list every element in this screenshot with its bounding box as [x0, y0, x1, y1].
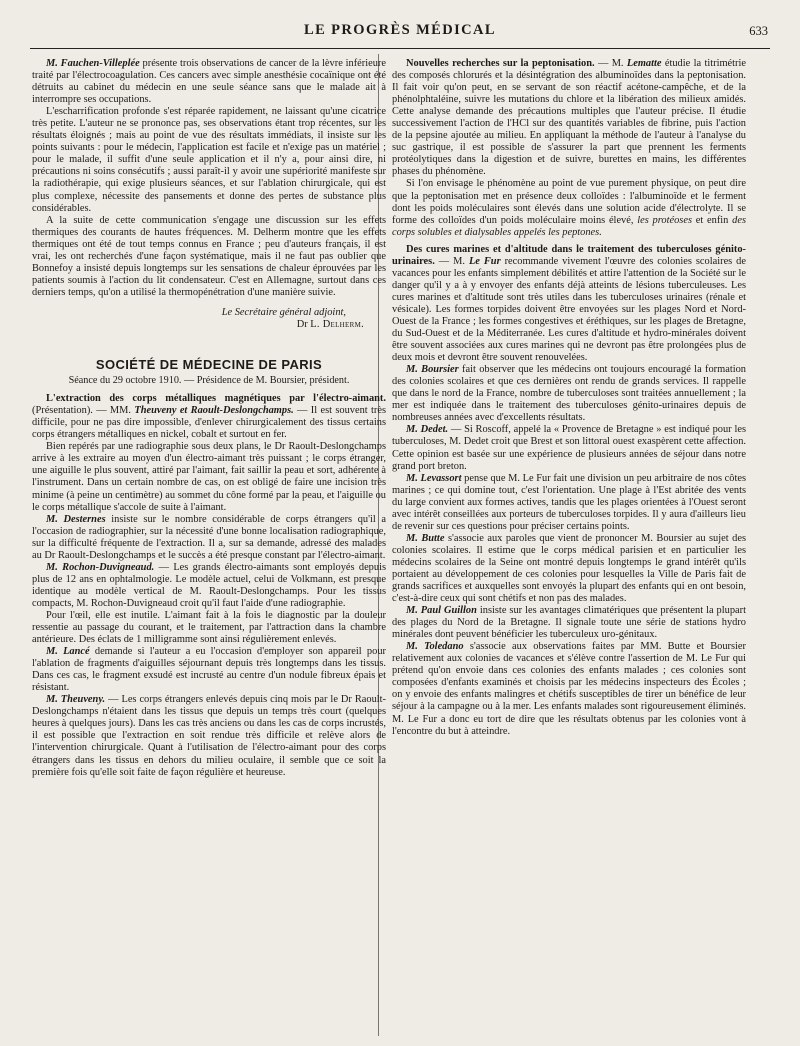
paragraph-text: insiste sur le nombre considérable de corps étrangers qu'il a l'occasion de radiographier, sur la nécessité d'une bonne localisation radiographique, sur la difficulté fréquente de l'extraction. Il a, sur sa demande, adressé des malades au Dr Raoult-Deslongchamps et le succès a été presque constant par l'électro-aimant.	[32, 513, 386, 561]
speaker-name: M. Dedet.	[406, 424, 449, 436]
signature-surname: L. Delherm.	[310, 318, 364, 330]
paragraph-text: Si l'on envisage le phénomène au point de vue purement physique, on peut dire que la peptonisation met en présence deux colloïdes : l'albuminoïde et le ferment dont les poids moléculaires sont élevés dans une solution acide d'électrolyte. Il se forme des colloïdes d'un poids moléculaire moins élevé,	[392, 178, 746, 226]
signature-name	[32, 319, 386, 331]
running-header	[30, 22, 770, 44]
paragraph	[32, 646, 386, 694]
paragraph	[392, 641, 746, 737]
speaker-name: M. Levassort	[406, 472, 462, 484]
paragraph-text: — M.	[594, 58, 627, 69]
speaker-name: M. Fauchen-Villeplée	[46, 58, 140, 69]
paragraph	[392, 533, 746, 605]
paragraph-text: demande si l'auteur a eu l'occasion d'employer son appareil pour l'ablation de fragments d'aiguilles séjournant depuis très longtemps dans les tissus. Dans ces cas, le fragment exsudé est incrusté au centre d'un nodule fibreux épais et résistant.	[32, 646, 386, 694]
speaker-name: Le Fur	[468, 255, 501, 267]
paragraph-text: insiste sur les avantages climatériques que présentent la plupart des plages du Nord de la Bretagne. Il signale toute une série de stations hydro minérales dont peuvent bénéficier les tuberculeux uro-génitaux.	[392, 605, 746, 641]
speaker-name: M. Boursier	[406, 364, 459, 376]
speaker-name: Theuveny et Raoult-Deslongchamps.	[134, 405, 294, 417]
paragraph	[392, 364, 746, 424]
paragraph-text: — Il est souvent très difficile, pour ne pas dire impossible, d'enlever chirurgicalement des tissus certains corps étrangers métalliques en nickel, cobalt et surtout en fer.	[32, 405, 386, 441]
paragraph-text: (Présentation). — MM.	[32, 405, 135, 417]
section-title: SOCIÉTÉ DE MÉDECINE DE PARIS	[95, 357, 323, 373]
paragraph: L'escharrification profonde s'est réparée rapidement, ne laissant qu'une cicatrice très petite. L'auteur ne se prononce pas, ses observations étant trop récentes, sur les résultats éloignés ; mais au point de vue des résultats immédiats, il insiste sur les points suivants : pour le médecin, l'application est facile et n'exige pas un matériel ; pour le malade, il suffit d'une seule application et il n'y a, pour ainsi dire, ni précautions ni soins consécutifs ; aussi paraît-il y avoir une supériorité manifeste sur la radiothérapie, qui exige plusieurs séances, et sur l'ablation chirurgicale, qui est plus complexe, nécessite des pansements et donne des pertes de substance plus considérables.	[32, 106, 386, 214]
paragraph: Pour l'œil, elle est inutile. L'aimant fait à la fois le diagnostic par la douleur ressentie au passage du courant, et le traitement, par l'attraction dans la chambre antérieure. Des éclats de 1 milligramme sont ainsi régulièrement enlevés.	[32, 609, 386, 646]
paragraph-text: et enfin	[691, 214, 733, 226]
page-number: 633	[749, 24, 768, 38]
left-column	[32, 58, 386, 779]
paragraph-text: s'associe aux observations faites par MM. Butte et Boursier relativement aux colonies de vacances et s'élève contre l'assertion de M. Le Fur qui prétend qu'on envoie dans ces colonies des enfants malades ; ces colonies sont composées d'enfants examinés et choisis par les médecins inspecteurs des Écoles ; on y envoie des enfants malingres et chétifs susceptibles de tirer un bénéfice de leur séjour à la campagne ou à la mer. Les enfants malades sont rigoureusement éliminés. M. Le Fur a donc eu tort de dire que les résultats obtenus par les colonies vont à l'encontre du but à atteindre.	[392, 641, 747, 737]
topic-heading: L'extraction des corps métalliques magnétiques par l'électro-aimant.	[46, 393, 386, 405]
paragraph-text: présente trois observations de cancer de la lèvre inférieure traité par l'électrocoagulation. Ces cancers avec simple anesthésie cocaïnique ont été détruits au cabinet du médecin en une seule séance sans que le malade ait à interrompre ses occupations.	[32, 58, 386, 106]
paragraph	[392, 473, 746, 533]
topic-heading: Des cures marines et d'altitude dans le traitement des tuberculoses génito-urinaires.	[392, 243, 746, 267]
journal-title: LE PROGRÈS MÉDICAL	[304, 22, 496, 38]
speaker-name: M. Toledano	[406, 641, 464, 653]
paragraph-text: recommande vivement l'œuvre des colonies scolaires de vacances pour les enfants simplement débilités et attire l'attention de la Société sur le danger qu'il y a à y envoyer des enfants déjà atteints de lésions tuberculeuses. Les cures marines et d'altitude sont très utiles dans les tuberculoses urinaires (rénale et vésicale). Les formes torpides doivent être envoyées sur les plages Nord et Nord-Ouest de la France ; les formes congestives et éréthiques, sur les plages de Bretagne, du Sud-Ouest et de la Méditerranée. Les cures d'altitude et hydro-minérales doivent être souvent associées aux cures marines qui ne devront pas être prolongées plus de deux mois et devront être souvent renouvelées.	[392, 255, 746, 364]
paragraph	[32, 694, 386, 778]
speaker-name: M. Butte	[406, 532, 445, 544]
paragraph-text: — Les corps étrangers enlevés depuis cinq mois par le Dr Raoult-Deslongchamps n'étaient dans les tissus que depuis un temps très court (quelques heures à quelques jours). Dans les cas très anciens ou dans les cas de corps incrustés, il est possible que l'extraction en soit rendue très difficile et relève alors de l'intervention chirurgicale. Quant à l'utilisation de l'électro-aimant pour des corps étrangers dans les tissus en dehors du milieu oculaire, il semble que ce soit la première fois qu'elle soit faite de façon régulière et heureuse.	[32, 694, 386, 778]
topic-heading: Nouvelles recherches sur la peptonisation.	[406, 58, 595, 69]
paragraph	[32, 393, 386, 441]
speaker-name: M. Desternes	[46, 513, 106, 525]
paragraph-text: s'associe aux paroles que vient de prononcer M. Boursier au sujet des colonies scolaires. Il estime que le corps médical parisien et en particulier les médecins scolaires de la Seine ont montré depuis longtemps le grand intérêt qu'ils portaient au développement de ces colonies pour lesquelles la Ville de Paris fait de grands sacrifices et auxquelles sont envoyés la plupart des enfants qui en ont besoin, c'est-à-dire ceux qui sont chétifs et non pas des malades.	[392, 532, 746, 605]
right-column	[392, 58, 746, 738]
paragraph-text: — Si Roscoff, appelé la « Provence de Bretagne » est indiqué pour les tuberculoses, M. Dedet croit que Brest et son littoral ouest exaspèrent cette affection. Cette opinion est basée sur une expérience de plusieurs années de séjour dans notre grand port breton.	[392, 424, 746, 472]
signature-role: Le Secrétaire général adjoint,	[221, 306, 346, 318]
paragraph	[32, 514, 386, 562]
paragraph	[392, 58, 746, 178]
speaker-name: M. Lancé	[46, 646, 90, 658]
paragraph: Bien repérés par une radiographie sous deux plans, le Dr Raoult-Deslongchamps arrive à les extraire au moyen d'un électro-aimant très puissant ; le corps étranger, une aiguille le plus souvent, attiré par l'aimant, fait saillir la peau et sort, adhérente à l'instrument. Dans un certain nombre de cas, on est obligé de faire une incision très minime (à peine un centimètre) au sommet du cône formé par la peau, et l'aiguille ou le corps métallique s'accole de suite à l'aimant.	[32, 441, 386, 513]
speaker-name: M. Paul Guillon	[406, 605, 477, 617]
paragraph	[392, 424, 746, 472]
paragraph	[392, 244, 746, 364]
paragraph-text: — Les grands électro-aimants sont employés depuis plus de 12 ans en ophtalmologie. Le modèle actuel, celui de Volkmann, est presque identique au modèle vertical de M. Raoult-Deslongchamps. Pour les tissus compacts, M. Rochon-Duvigneaud croit qu'il faut l'aide d'une radiographie.	[32, 561, 386, 609]
paragraph	[32, 58, 386, 106]
header-rule	[30, 48, 770, 49]
italic-term: les protéoses	[637, 214, 692, 226]
paragraph-text: fait observer que les médecins ont toujours encouragé la formation des colonies scolaires et que ces dernières ont rendu de grands services. Il rappelle que dans le nord de la France, nombre de tuberculoses sont traitées annuellement ; la mer est indiquée dans le traitement des tuberculoses génito-urinaires depuis de nombreuses années avec d'excellents résultats.	[392, 364, 746, 424]
signature-prefix: Dr	[296, 318, 311, 330]
speaker-name: M. Theuveny.	[46, 694, 106, 706]
paragraph-text: étudie la titrimétrie des composés chlorurés et la désintégration des albuminoïdes dans la peptonisation. Il fait voir qu'on peut, en se servant de son réactif acétone-campêche, et de la phénolphtaléine, suivre les mutations du chlore et la libération des milieux amidés. Cette analyse demande des précautions multiples que l'auteur précise. Il étudie successivement l'action de l'HCl sur des quantités variables de fibrine, puis l'action de la pepsine ajoutée au milieu. En appliquant la méthode de l'auteur à l'analyse du suc gastrique, il est possible de s'assurer la part que prennent les ferments protéolytiques dans la digestion et de suivre, burettes en mains, les différentes phases du phénomène.	[392, 58, 746, 178]
paragraph	[392, 605, 746, 641]
paragraph	[392, 178, 746, 238]
speaker-name: Lematte	[626, 58, 662, 69]
paragraph-text: — M.	[434, 255, 469, 267]
session-line: Séance du 29 octobre 1910. — Présidence de M. Boursier, président.	[68, 375, 350, 387]
italic-term: des corps solubles et dialysables appelés les peptones.	[392, 214, 746, 238]
paragraph	[32, 562, 386, 610]
paragraph: A la suite de cette communication s'engage une discussion sur les effets thermiques des courants de hautes fréquences. M. Delherm montre que les effets thermiques ont été de tout temps connus en France ; peu d'auteurs français, il est vrai, les ont recherchés d'une façon systématique, mais il ne faut pas oublier que Bonnefoy a insisté depuis longtemps sur les sensations de chaleur éprouvées par les patients soumis à l'action du lit condensateur. C'est en Allemagne, surtout dans ces derniers temps, qu'on a utilisé la thermopénétration d'une manière suivie.	[32, 214, 386, 298]
paragraph-text: pense que M. Le Fur fait une division un peu arbitraire de nos côtes marines ; ce qui domine tout, c'est l'orientation. Une plage à l'Est abritée des vents du large convient aux formes actives, tandis que les plages orientées à l'Ouest seront avec intérêt conseillées aux porteurs de tuberculoses torpides. Il y aura d'ailleurs lieu de revenir sur ces questions pour préciser certains points.	[392, 472, 746, 532]
speaker-name: M. Rochon-Duvigneaud.	[46, 561, 155, 573]
